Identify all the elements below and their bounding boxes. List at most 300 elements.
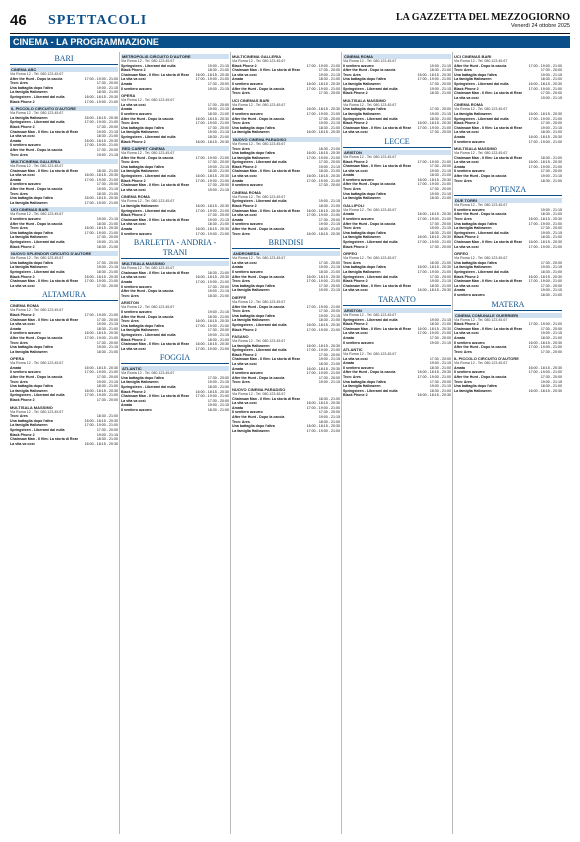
film-title: La famiglia Halloween <box>454 226 492 231</box>
showtime-row <box>454 140 562 145</box>
cinema-address: Via Roma 12 - Tel. 080.123.45.67 <box>232 59 286 63</box>
cinema-name: MULTICINEMA GALLERIA <box>10 159 118 164</box>
film-title: La famiglia Halloween <box>232 318 270 323</box>
showtimes: 17:30 - 20:00 <box>207 328 229 333</box>
film-title: Una battaglia dopo l'altra <box>121 323 164 328</box>
film-title: La famiglia Halloween <box>232 343 270 348</box>
film-title: La famiglia Halloween <box>10 423 48 428</box>
showtimes: 18:30 - 21:00 <box>540 292 562 297</box>
cinema-address: Via Roma 12 - Tel. 080.123.45.67 <box>232 299 286 304</box>
film-title: After the Hunt - Dopo la caccia <box>232 227 285 231</box>
showtimes: 16:00 - 18:15 - 20:30 <box>195 389 229 394</box>
showtimes: 17:00 - 19:00 - 21:00 <box>84 393 118 398</box>
showtimes: 19:00 - 21:15 <box>429 191 451 196</box>
film-title: Black Phone 2 <box>343 121 368 126</box>
showtimes: 17:30 - 20:00 <box>96 124 118 129</box>
film-title: La vita va così <box>454 331 479 336</box>
film-title: Amata <box>232 217 243 222</box>
film-title: After the Hunt - Dopo la caccia <box>454 375 507 380</box>
film-title: After the Hunt - Dopo la caccia <box>343 370 396 375</box>
film-title: La famiglia Halloween <box>10 349 48 354</box>
film-title: Black Phone 2 <box>121 337 146 342</box>
film-title: La vita va così <box>232 72 257 77</box>
film-title: Springsteen - Liberami dal nulla <box>232 322 287 327</box>
showtime-row <box>454 389 562 394</box>
showtimes: 18:30 - 21:00 <box>429 388 451 393</box>
film-title: Springsteen - Liberami dal nulla <box>121 63 176 68</box>
showtimes: 18:30 - 21:00 <box>318 396 340 401</box>
film-title: Tron: Ares <box>121 319 139 324</box>
showtimes: 17:30 - 20:00 <box>96 235 118 240</box>
film-title: Il sentiero azzurro <box>10 217 41 222</box>
showtimes: 16:00 - 18:15 - 20:30 <box>417 326 451 331</box>
showtimes: 19:00 - 21:15 <box>429 226 451 231</box>
film-title: La famiglia Halloween <box>121 380 159 385</box>
film-title: Il sentiero azzurro <box>10 182 41 187</box>
film-title: Black Phone 2 <box>232 63 257 68</box>
showtimes: 19:00 - 21:15 <box>429 279 451 284</box>
cinema-address: Via Roma 12 - Tel. 080.123.45.67 <box>343 312 397 317</box>
film-title: Il sentiero azzurro <box>232 410 263 415</box>
showtimes: 17:30 - 20:00 <box>96 283 118 288</box>
showtimes: 16:00 - 18:15 - 20:30 <box>84 226 118 231</box>
cinema-name: IL PICCOLO CIRCUITO D'AUTORE <box>454 356 519 362</box>
cinema-name: UCI CINEMAS BARI <box>454 54 492 59</box>
film-title: La famiglia Halloween <box>232 130 270 135</box>
showtimes: 18:30 - 21:00 <box>318 318 340 323</box>
film-title: Black Phone 2 <box>10 99 35 104</box>
showtimes: 18:30 - 21:00 <box>540 178 562 183</box>
showtimes: 17:00 - 19:00 - 21:00 <box>306 348 340 353</box>
showtimes: 17:00 - 19:00 - 21:00 <box>528 86 562 91</box>
showtimes: 17:30 - 20:00 <box>96 375 118 380</box>
cinema-name: ORFEO <box>454 251 469 257</box>
showtimes: 17:30 - 20:00 <box>96 340 118 345</box>
showtime-row <box>343 130 451 135</box>
film-title: La vita va così <box>454 95 479 100</box>
showtimes: 17:00 - 19:00 - 21:00 <box>195 208 229 213</box>
film-title: Una battaglia dopo l'altra <box>454 384 497 389</box>
film-title: After the Hunt - Dopo la caccia <box>10 221 63 226</box>
showtimes: 17:00 - 19:00 - 21:00 <box>84 143 118 148</box>
film-title: Una battaglia dopo l'altra <box>454 72 497 77</box>
film-title: Springsteen - Liberami dal nulla <box>10 120 65 125</box>
showtimes: 17:00 - 19:00 - 21:00 <box>84 120 118 125</box>
cinema-name: OPERA <box>10 356 25 362</box>
showtimes: 19:00 - 21:15 <box>429 384 451 389</box>
showtimes: 17:30 - 20:00 <box>429 187 451 192</box>
film-title: After the Hunt - Dopo la caccia <box>232 274 285 279</box>
film-title: La famiglia Halloween <box>121 204 159 209</box>
film-title: Amata <box>454 164 465 169</box>
cinema-address: Via Roma 12 - Tel. 080.123.45.67 <box>343 352 397 357</box>
film-title: Chainsaw Man - Il film: La storia di Reze <box>343 326 412 331</box>
film-title: Tron: Ares <box>10 152 28 157</box>
showtimes: 17:00 - 19:00 - 21:00 <box>84 177 118 182</box>
showtimes: 18:30 - 21:00 <box>207 222 229 227</box>
film-title: Il sentiero azzurro <box>10 370 41 375</box>
film-title: Il sentiero azzurro <box>232 222 263 227</box>
film-title: After the Hunt - Dopo la caccia <box>232 304 285 309</box>
film-title: Tron: Ares <box>232 231 250 236</box>
showtimes: 18:30 - 21:00 <box>96 90 118 95</box>
film-title: Springsteen - Liberami dal nulla <box>343 240 398 244</box>
showtimes: 19:00 - 21:15 <box>96 217 118 222</box>
showtimes: 17:30 - 20:00 <box>540 91 562 96</box>
cinema-address: Via Roma 12 - Tel. 080.123.45.67 <box>454 256 508 261</box>
showtimes: 19:00 - 21:15 <box>207 86 229 91</box>
showtimes: 19:00 - 21:15 <box>540 331 562 336</box>
cinema-name: MULTISALA MASSIMO <box>121 261 229 266</box>
showtime-row <box>343 393 451 398</box>
film-title: Chainsaw Man - Il film: La storia di Reze <box>121 394 190 399</box>
showtimes: 17:00 - 19:00 - 21:00 <box>195 121 229 126</box>
showtimes: 17:30 - 20:00 <box>540 226 562 231</box>
cinema-address: Via Roma 12 - Tel. 080.123.45.67 <box>343 102 397 107</box>
showtimes: 18:30 - 21:00 <box>318 362 340 367</box>
film-title: Tron: Ares <box>454 217 472 222</box>
showtimes: 18:30 - 21:00 <box>96 437 118 442</box>
showtime-row <box>343 288 451 293</box>
showtimes: 16:00 - 18:15 - 20:30 <box>417 393 451 398</box>
film-title: After the Hunt - Dopo la caccia <box>343 68 396 73</box>
showtimes: 19:00 - 21:15 <box>429 361 451 366</box>
city-heading: BARI <box>10 54 118 65</box>
film-title: Chainsaw Man - Il film: La storia di Reze <box>454 125 523 130</box>
film-title: La vita va così <box>343 356 368 361</box>
film-title: Il sentiero azzurro <box>454 292 485 297</box>
cinema-name: NUOVO CINEMA PARADISO <box>232 137 340 142</box>
showtimes: 16:00 - 18:15 - 20:30 <box>84 173 118 178</box>
cinema-address: Via Roma 12 - Tel. 080.123.45.67 <box>121 199 175 204</box>
film-title: La vita va così <box>232 260 257 265</box>
showtimes: 16:00 - 18:15 - 20:30 <box>417 265 451 270</box>
film-title: Tron: Ares <box>10 191 28 196</box>
cinema-name: CINEMA ROMA <box>343 54 451 59</box>
cinema-name: IL PICCOLO CIRCUITO D'AUTORE <box>10 106 118 111</box>
film-title: Tron: Ares <box>343 260 361 265</box>
city-heading: BARLETTA - ANDRIA - TRANI <box>121 238 229 259</box>
film-title: Tron: Ares <box>121 121 139 126</box>
showtimes: 16:00 - 18:15 - 20:30 <box>195 204 229 209</box>
showtimes: 16:00 - 18:15 - 20:30 <box>528 81 562 86</box>
showtimes: 16:00 - 18:15 - 20:30 <box>306 231 340 236</box>
film-title: Springsteen - Liberami dal nulla <box>10 428 65 432</box>
cinema-name: ARISTON <box>121 300 139 306</box>
showtimes: 17:00 - 19:00 - 21:00 <box>528 345 562 350</box>
cinema-name: DIEFFE <box>232 294 247 300</box>
showtimes: 19:00 - 21:15 <box>96 432 118 437</box>
film-title: Una battaglia dopo l'altra <box>454 221 497 226</box>
showtimes: 18:30 - 21:00 <box>540 335 562 340</box>
showtimes: 19:00 - 21:15 <box>540 379 562 384</box>
showtimes: 17:00 - 19:00 - 21:00 <box>528 139 562 144</box>
showtimes: 19:00 - 21:15 <box>318 357 340 362</box>
showtime-row <box>121 347 229 352</box>
showtimes: 18:30 - 21:00 <box>318 125 340 130</box>
showtimes: 18:30 - 21:00 <box>318 204 340 209</box>
film-title: Tron: Ares <box>232 419 250 424</box>
showtime-row <box>121 408 229 413</box>
film-title: La famiglia Halloween <box>232 288 270 293</box>
film-title: Black Phone 2 <box>121 389 146 394</box>
showtimes: 16:00 - 18:15 - 20:30 <box>417 370 451 375</box>
film-title: After the Hunt - Dopo la caccia <box>232 116 285 121</box>
showtimes: 17:00 - 19:00 - 21:00 <box>306 371 340 376</box>
showtimes: 19:00 - 21:15 <box>207 403 229 408</box>
film-title: La famiglia Halloween <box>10 115 48 120</box>
column-rule <box>119 52 120 834</box>
film-title: Springsteen - Liberami dal nulla <box>121 332 176 337</box>
cinema-name: CINEMA ROMA <box>232 189 261 195</box>
showtimes: 19:00 - 21:15 <box>207 289 229 294</box>
film-title: Black Phone 2 <box>10 432 35 437</box>
showtimes: 17:30 - 20:00 <box>429 107 451 112</box>
showtimes: 16:00 - 18:15 - 20:30 <box>306 174 340 179</box>
film-title: Il sentiero azzurro <box>121 111 152 116</box>
film-title: Tron: Ares <box>454 349 472 354</box>
showtimes: 18:30 - 21:00 <box>96 414 118 419</box>
cinema-address: Via Roma 12 - Tel. 080.123.45.67 <box>121 305 175 310</box>
film-title: Una battaglia dopo l'altra <box>343 191 386 196</box>
film-title: Black Phone 2 <box>343 322 368 327</box>
film-title: Amata <box>10 326 21 331</box>
showtimes: 16:00 - 18:15 - 20:30 <box>528 160 562 165</box>
showtimes: 17:30 - 20:00 <box>96 428 118 432</box>
column-1 <box>10 52 118 834</box>
masthead: LA GAZZETTA DEL MEZZOGIORNO <box>395 12 570 23</box>
showtimes: 16:00 - 18:15 - 20:30 <box>195 275 229 280</box>
film-title: Springsteen - Liberami dal nulla <box>10 393 65 398</box>
showtimes: 18:30 - 21:00 <box>207 134 229 139</box>
showtimes: 17:30 - 20:00 <box>318 116 340 121</box>
film-title: La famiglia Halloween <box>10 388 48 393</box>
showtimes: 17:30 - 20:00 <box>207 398 229 403</box>
showtimes: 17:30 - 20:00 <box>207 81 229 86</box>
film-title: After the Hunt - Dopo la caccia <box>10 147 63 152</box>
showtimes: 17:30 - 20:00 <box>207 284 229 289</box>
cinema-address: Via Roma 12 - Tel. 080.123.45.67 <box>232 102 286 107</box>
film-title: Black Phone 2 <box>121 139 146 144</box>
showtimes: 19:00 - 21:15 <box>429 340 451 345</box>
film-title: Amata <box>10 138 21 143</box>
showtimes: 17:30 - 20:00 <box>540 349 562 354</box>
showtime-row <box>121 188 229 193</box>
film-title: Una battaglia dopo l'altra <box>343 379 386 384</box>
film-title: Amata <box>232 77 243 82</box>
film-title: Black Phone 2 <box>454 235 479 240</box>
film-title: Tron: Ares <box>343 72 361 77</box>
film-title: Il sentiero azzurro <box>454 139 485 144</box>
city-heading: MATERA <box>454 300 562 311</box>
showtimes: 17:00 - 19:00 - 21:00 <box>528 164 562 169</box>
film-title: Chainsaw Man - Il film: La storia di Reze <box>343 164 412 169</box>
film-title: Black Phone 2 <box>10 274 35 279</box>
film-title: Una battaglia dopo l'altra <box>232 125 275 130</box>
film-title: Una battaglia dopo l'altra <box>10 418 53 423</box>
film-title: After the Hunt - Dopo la caccia <box>454 63 507 68</box>
film-title: Amata <box>121 107 132 112</box>
film-title: Springsteen - Liberami dal nulla <box>343 86 398 91</box>
showtimes: 16:00 - 18:15 - 20:30 <box>84 196 118 201</box>
showtimes: 17:00 - 19:00 - 21:00 <box>306 213 340 218</box>
showtimes: 16:00 - 18:15 - 20:30 <box>306 366 340 371</box>
showtimes: 19:00 - 21:15 <box>429 168 451 173</box>
showtimes: 19:00 - 21:15 <box>207 63 229 68</box>
film-title: Tron: Ares <box>454 68 472 73</box>
showtime-row <box>232 91 340 96</box>
showtime-row <box>454 245 562 250</box>
showtimes: 17:30 - 20:00 <box>429 379 451 384</box>
film-title: Black Phone 2 <box>343 159 368 164</box>
showtime-row <box>343 341 451 346</box>
film-title: Black Phone 2 <box>454 86 479 91</box>
showtimes: 17:30 - 20:00 <box>540 68 562 73</box>
showtime-row <box>232 183 340 188</box>
cinema-name: ATLANTIC <box>121 366 229 371</box>
column-4 <box>343 52 451 834</box>
film-title: Il sentiero azzurro <box>454 370 485 375</box>
film-title: Springsteen - Liberami dal nulla <box>121 208 176 213</box>
showtimes: 17:00 - 19:00 - 21:00 <box>306 178 340 183</box>
showtimes: 17:00 - 19:00 - 21:00 <box>84 335 118 340</box>
showtimes: 17:30 - 20:00 <box>318 283 340 288</box>
film-title: La famiglia Halloween <box>454 388 492 393</box>
showtimes: 16:00 - 18:15 - 20:30 <box>195 139 229 144</box>
showtimes: 18:30 - 21:00 <box>318 419 340 424</box>
film-title: Una battaglia dopo l'altra <box>10 85 53 90</box>
film-title: La famiglia Halloween <box>454 111 492 116</box>
showtimes: 16:00 - 18:15 - 20:30 <box>84 365 118 370</box>
cinema-address: Via Roma 12 - Tel. 080.123.45.67 <box>10 72 64 76</box>
film-title: Black Phone 2 <box>343 279 368 284</box>
film-title: La vita va così <box>121 77 146 82</box>
city-heading: POTENZA <box>454 185 562 196</box>
film-title: La vita va così <box>343 331 368 336</box>
film-title: La vita va così <box>343 288 368 293</box>
film-title: Una battaglia dopo l'altra <box>343 107 386 112</box>
showtimes: 17:00 - 19:00 - 21:00 <box>84 230 118 235</box>
film-title: Amata <box>10 177 21 182</box>
film-title: La vita va così <box>454 160 479 165</box>
showtimes: 18:30 - 21:00 <box>429 196 451 201</box>
showtimes: 17:00 - 19:00 - 21:00 <box>528 244 562 249</box>
showtimes: 16:00 - 18:15 - 20:30 <box>306 343 340 348</box>
showtimes: 18:30 - 21:00 <box>318 227 340 231</box>
showtimes: 17:00 - 19:00 - 21:00 <box>195 178 229 183</box>
film-title: La famiglia Halloween <box>343 384 381 389</box>
showtimes: 17:00 - 19:00 - 21:00 <box>84 200 118 205</box>
showtimes: 17:00 - 19:00 - 21:00 <box>417 77 451 82</box>
showtimes: 17:00 - 19:00 - 21:00 <box>195 394 229 399</box>
showtimes: 19:00 - 21:15 <box>207 332 229 337</box>
film-title: Tron: Ares <box>232 279 250 284</box>
film-title: Black Phone 2 <box>343 91 368 96</box>
showtimes: 17:00 - 19:00 - 21:00 <box>417 125 451 130</box>
showtimes: 17:30 - 20:00 <box>207 375 229 380</box>
showtimes: 19:00 - 21:15 <box>429 86 451 91</box>
cinema-address: Via Roma 12 - Tel. 080.123.45.67 <box>232 339 286 344</box>
showtimes: 16:00 - 18:15 - 20:30 <box>84 115 118 120</box>
film-title: La vita va così <box>121 222 146 227</box>
film-title: Chainsaw Man - Il film: La storia di Reze <box>121 270 190 275</box>
film-title: Una battaglia dopo l'altra <box>10 230 53 235</box>
film-title: After the Hunt - Dopo la caccia <box>10 375 63 380</box>
showtimes: 18:30 - 21:00 <box>96 244 118 249</box>
showtimes: 16:00 - 18:15 - 20:30 <box>306 274 340 279</box>
film-title: Amata <box>10 365 21 370</box>
showtimes: 17:00 - 19:00 - 21:00 <box>417 217 451 222</box>
film-title: Springsteen - Liberami dal nulla <box>232 348 287 353</box>
showtimes: 19:00 - 21:15 <box>96 379 118 384</box>
showtime-row <box>454 350 562 355</box>
showtimes: 16:00 - 18:15 - 20:30 <box>528 274 562 279</box>
film-title: Amata <box>121 403 132 408</box>
showtimes: 17:00 - 19:00 - 21:00 <box>306 405 340 410</box>
cinema-name: METROPOLIS CIRCUITO D'AUTORE <box>121 54 229 59</box>
showtimes: 17:00 - 19:00 - 21:00 <box>306 111 340 116</box>
city-heading: FOGGIA <box>121 353 229 364</box>
film-title: Il sentiero azzurro <box>454 340 485 345</box>
film-title: Tron: Ares <box>232 309 250 314</box>
cinema-address: Via Roma 12 - Tel. 080.123.45.67 <box>454 59 508 63</box>
showtimes: 19:00 - 21:15 <box>318 415 340 419</box>
showtimes: 16:00 - 18:15 - 20:30 <box>195 174 229 179</box>
showtimes: 17:30 - 20:00 <box>96 81 118 86</box>
showtimes: 19:00 - 21:15 <box>318 313 340 318</box>
film-title: Black Phone 2 <box>121 178 146 183</box>
showtimes: 17:30 - 20:00 <box>540 326 562 331</box>
film-title: Amata <box>232 405 243 410</box>
film-title: Il sentiero azzurro <box>343 340 374 345</box>
showtimes: 18:30 - 21:00 <box>318 77 340 82</box>
film-title: La vita va così <box>232 362 257 367</box>
column-2 <box>121 52 229 834</box>
showtimes: 19:00 - 21:15 <box>540 95 562 100</box>
film-title: Amata <box>232 265 243 270</box>
showtime-row <box>343 91 451 96</box>
showtimes: 18:30 - 21:00 <box>318 269 340 274</box>
showtimes: 17:00 - 19:00 - 21:00 <box>84 312 118 317</box>
film-title: Una battaglia dopo l'altra <box>232 313 275 318</box>
showtimes: 16:00 - 18:15 - 20:30 <box>528 340 562 345</box>
cinema-name: MULTISALA MASSIMO <box>343 97 386 103</box>
cinema-name: CINEMA COMUNALE GUERRIERI <box>454 313 562 318</box>
cinema-name: GALLIPOLI <box>343 202 365 208</box>
cinema-address: Via Roma 12 - Tel. 080.123.45.67 <box>343 207 397 212</box>
cinema-address: Via Roma 12 - Tel. 080.123.45.67 <box>454 151 508 156</box>
film-title: After the Hunt - Dopo la caccia <box>10 187 63 192</box>
showtimes: 17:30 - 20:00 <box>318 68 340 73</box>
showtimes: 17:00 - 19:00 - 21:00 <box>306 279 340 284</box>
column-3 <box>232 52 340 834</box>
film-title: La vita va così <box>232 401 257 406</box>
showtimes: 16:00 - 18:15 - 20:30 <box>84 441 118 446</box>
cinema-address: Via Roma 12 - Tel. 080.123.45.67 <box>121 266 175 271</box>
showtimes: 19:00 - 21:15 <box>207 107 229 112</box>
film-title: La famiglia Halloween <box>343 81 381 86</box>
film-title: La famiglia Halloween <box>232 155 270 160</box>
film-title: Chainsaw Man - Il film: La storia di Reze <box>10 168 79 173</box>
film-title: Il sentiero azzurro <box>454 207 485 212</box>
showtimes: 19:00 - 21:15 <box>207 309 229 314</box>
showtimes: 19:00 - 21:15 <box>540 230 562 235</box>
film-title: La famiglia Halloween <box>10 90 48 95</box>
film-title: Springsteen - Liberami dal nulla <box>343 317 398 322</box>
showtimes: 17:00 - 19:00 - 21:00 <box>417 375 451 380</box>
showtimes: 16:00 - 18:15 - 20:30 <box>84 138 118 143</box>
film-title: La famiglia Halloween <box>232 428 270 433</box>
